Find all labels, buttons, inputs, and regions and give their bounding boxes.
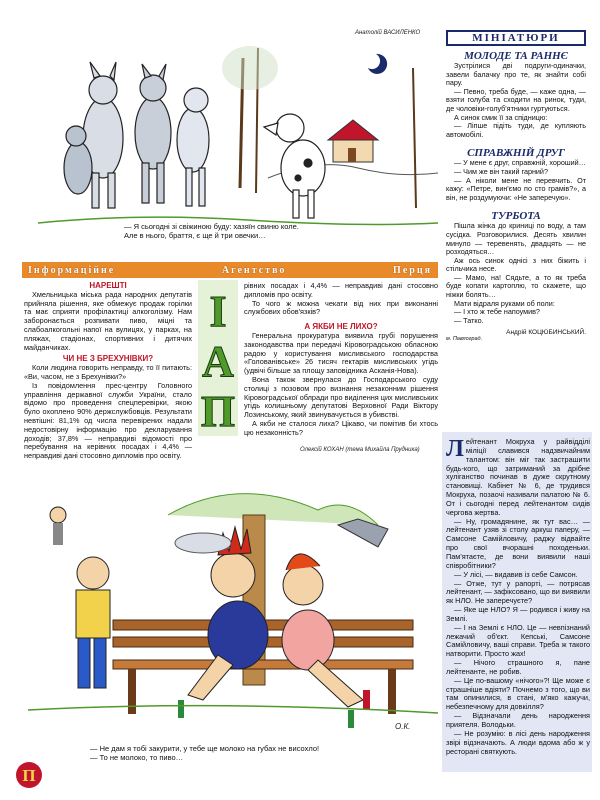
- news-right-column: [244, 282, 438, 438]
- story-paragraph: — У мене є друг, справжній, хороший…: [454, 158, 586, 168]
- news-paragraph: рівних посадах і 4,4% — неправдиві дані стосовно дипломів про освіту.: [244, 281, 438, 299]
- news-left-column: [24, 282, 192, 461]
- story-paragraph: — Нічого страшного я, пане лейтенанте, не робив.: [446, 658, 590, 676]
- lieutenant-story: [446, 438, 590, 756]
- band-word: Інформаційне: [28, 264, 116, 276]
- wolves-illustration: [18, 28, 438, 243]
- story-paragraph: — У лісі, — видавив із себе Самсон.: [454, 569, 578, 579]
- author-city: м. Павлоград.: [446, 336, 483, 343]
- news-paragraph: Вона також звернулася до Господарського суду столиці з позовом про визнання незаконним рішення Кіровоградської облради про виділення цих мисливських угідь колишньому депутатові Верховної Ради Віктору Лозинському, який звинувачується в убивстві.: [244, 374, 438, 420]
- iap-logo: [196, 280, 240, 436]
- news-rubric: НАРЕШТІ: [89, 281, 127, 290]
- story-paragraph: — Певно, треба буде, — каже одна, — взяти голуба та сходити на ринок, туди, де чоловіки-голуб'ятники гуртуються.: [446, 86, 586, 113]
- author-signature: Андрій КОЦЮБИНСЬКИЙ.: [506, 329, 586, 337]
- news-paragraph: Із повідомлення прес-центру Головного управління державної служби України, стало відомо про проведення спецперевірки, якою було охоплено 90% держслужбовців. Результати невтішні: 81,1% од числа перевірених надали недостовірну інформацію про декларування доходів; 37,8% — неправдиві відомості про перебування на керівних посадах і 4,4% — неправдиві дані стосовно дипломів про освіту.: [24, 381, 192, 461]
- caption-line: — Не дам я тобі закурити, у тебе ще молоко на губах не висохло!: [90, 744, 320, 753]
- agency-band: [22, 262, 438, 278]
- story-paragraph: — І хто ж тебе напоумив?: [454, 307, 540, 317]
- top-cartoon-caption: [124, 222, 424, 240]
- news-paragraph: То чого ж можна чекати від них при виконанні службових обов'язків?: [244, 298, 438, 317]
- iap-letter: А: [202, 337, 234, 386]
- bottom-cartoon-credit: Олексій КОХАН (тема Михайла Прудника): [300, 447, 420, 453]
- story-body: [446, 222, 586, 325]
- story-paragraph: — Не розумію: в лісі день народження звірі відзначають. А люди вдома або ж у ресторані святкують.: [446, 728, 590, 756]
- iap-letter: І: [209, 287, 227, 336]
- story-title: СПРАВЖНІЙ ДРУГ: [467, 147, 565, 160]
- story-paragraph: — Яке ще НЛО? Я — родився і живу на Землі.: [446, 605, 590, 623]
- story-paragraph: Пішла жінка до криниці по воду, а там сусідка. Розговорилися. Десять хвилин минуло — теревенять, двадцять — не розходяться…: [446, 221, 586, 257]
- bench-cartoon: [18, 455, 438, 738]
- wolves-cartoon: [18, 28, 438, 243]
- news-paragraph: Хмельницька міська рада народних депутатів прийняла рішення, яке обмежує продаж горілки та має сприяти профілактиці алкоголізму. Нам заборонається розпивати пиво, міцні та слабоалкогольні напої на вулицях, у парках, на пляжах, стадіонах, спортивних і дитячих майданчиках.: [24, 289, 192, 352]
- story-paragraph: — Чим же він такий гарний?: [454, 166, 548, 176]
- news-paragraph: Коли людина говорить неправду, то її питають: «Ви, часом, не з Брехунівки?»: [24, 363, 192, 381]
- story-body: [446, 62, 586, 139]
- story-paragraph: А синок смик її за спідницю:: [454, 112, 548, 122]
- caption-line: Але в нього, браття, є ще й три овечки…: [124, 231, 266, 240]
- caption-line: — То не молоко, то пиво…: [90, 753, 184, 762]
- bottom-cartoon-signature: О.К.: [395, 722, 411, 731]
- band-word: Перця: [393, 264, 432, 276]
- miniatures-column: [446, 50, 586, 342]
- story-paragraph: — Ну, громадянине, як тут вас… — лейтенант узяв зі столу аркуш паперу, — Самсоне Самійловичу, раджу відвайте про свої вчорашні походеньки. Пам'ятаєте, де вони виявили наші співробітники?: [446, 516, 590, 570]
- logo-letter: П: [22, 766, 36, 785]
- story-paragraph: Мати відраля руками об поли:: [454, 298, 555, 308]
- news-rubric: А ЯКБИ НЕ ЛИХО?: [304, 322, 378, 332]
- bottom-cartoon-caption: [90, 744, 430, 762]
- story-body: [446, 159, 586, 202]
- story-paragraph: — Це по-вашому «нічого»?! Ще може є страшніше вдіяти? Почнемо з того, що ви там опинилися, в стані, м'яко кажучи, небезпечному для довкілля?: [446, 675, 590, 712]
- story-paragraph: Аж ось синок однісі з них біжить і стільчика несе.: [446, 255, 586, 274]
- band-word: Агентство: [221, 264, 287, 276]
- drop-cap: Л: [446, 436, 464, 462]
- story-paragraph: — Отже, тут у рапорті, — потрясав лейтенант, — зафіксовано, що ви виявили як НЛО. Не заперечуєте?: [446, 578, 591, 606]
- miniatures-header: МІНІАТЮРИ: [446, 30, 586, 46]
- story-paragraph: — А ніколи мене не перевчить. От кажу: «Петре, вин'ємо по сто грамів?», а він, не роздумуючи: «Не заперечую».: [446, 175, 586, 202]
- iap-logo-art: [196, 280, 240, 436]
- iap-letter: П: [200, 387, 236, 436]
- story-title: МОЛОДЕ ТА РАННЄ: [464, 50, 568, 62]
- story-paragraph: Зустрілися дві подруги-одиначки, завели балачку про те, як знайти собі пару.: [446, 61, 586, 88]
- story-paragraph: ейтенант Мокруха у райвідділі міліції славився надзвичайним талантом: він міг так застрашити будь-кого, що затриманий за дрібне хуліганство починав в дуже скрутному становищі. Кабінет № 6, де трудився Мокруха, позаочі називали палатою № 6. От і сьогодні перед лейтенантом сидів чергова жертва.: [446, 437, 590, 517]
- top-cartoon-credit: Анатолій ВАСИЛЕНКО: [355, 30, 421, 36]
- bench-illustration: [18, 455, 438, 738]
- story-paragraph: — Ліпше підіть туди, де купляють автомобілі.: [446, 121, 586, 139]
- story-paragraph: — І на Землі є НЛО. Це — невпізнаний лежачий об'єкт. Кепські, Самсоне Самійловичу, ваші справи. Треба ж такого натворити. Просто жах!: [446, 622, 590, 659]
- caption-line: — Я сьогодні зі свіжиною буду: хазяїн свиню коле.: [124, 222, 299, 231]
- story-paragraph: — Татко.: [454, 315, 484, 325]
- news-rubric: ЧИ НЕ З БРЕХУНІВКИ?: [62, 354, 154, 364]
- magazine-logo: [14, 760, 44, 790]
- story-paragraph: — Мамо, на! Сядьте, а то як треба буде копати картоплю, то скажете, що ніжки болять…: [446, 272, 586, 300]
- story-title: ТУРБОТА: [491, 210, 541, 223]
- news-paragraph: Генеральна прокуратура виявила грубі порушення законодавства при передачі Кіровоградською обласною радою у користування мисливського господарства «Голованівське» 26 тисяч гектарів мисливських угідь (удвічі більше за площу заповідника Асканія-Нова).: [244, 330, 438, 376]
- news-paragraph: А якби не сталося лиха? Цікаво, чи помітив би хтось цю незаконність?: [244, 418, 438, 437]
- story-paragraph: — Відзначали день народження приятеля. Володьки.: [446, 711, 590, 729]
- pepper-logo-icon: [14, 760, 44, 790]
